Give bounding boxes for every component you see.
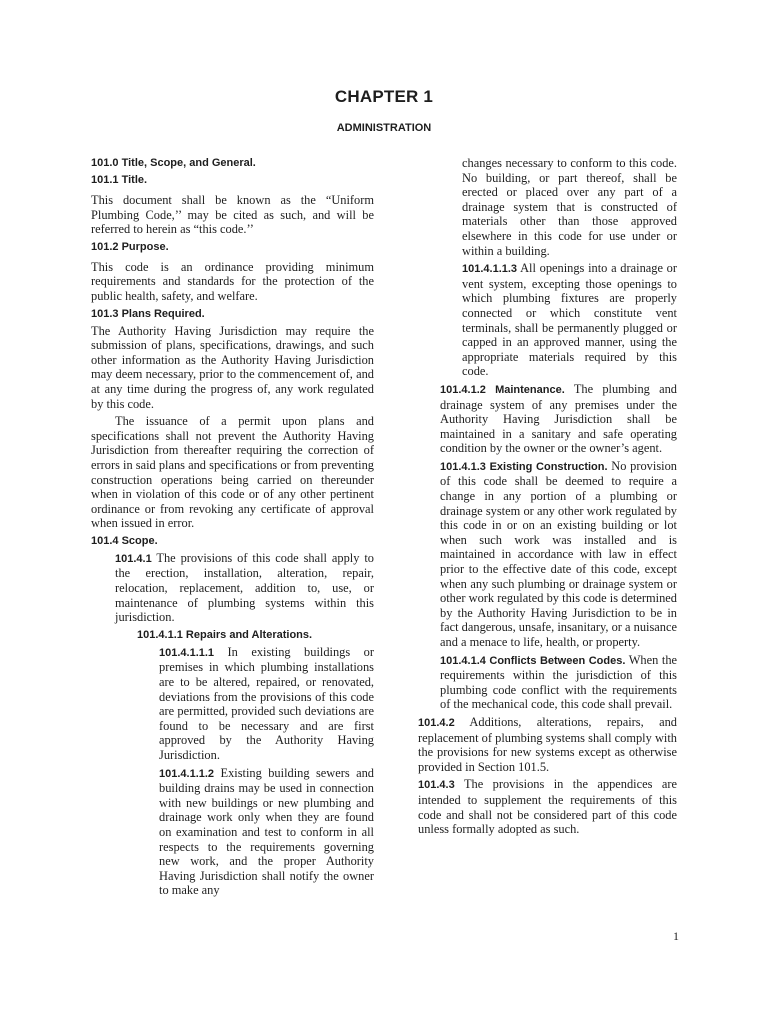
text-101-4-1-1-2: Existing building sewers and building drains may be used in connection with new buildings or new plumbing and drainage work only when they are found on examination and test to conform in all respects to the requirements governing new work, and the proper Authority Having Jurisdiction shall notify the owner to make any [159, 765, 374, 898]
right-column [418, 156, 677, 840]
page-number: 1 [673, 929, 679, 943]
label-101-4-1-1-3: 101.4.1.1.3 [462, 263, 518, 276]
chapter-title: CHAPTER 1 [334, 87, 434, 106]
paragraph-continued: changes necessary to conform to this code. No building, or part thereof, shall be erected or placed over any part of a drainage system that is constructed of materials other than those approved elsewhere in this code for use under or within a building. [462, 156, 677, 258]
chapter-subtitle: ADMINISTRATION [336, 122, 432, 134]
label-101-4-1-1-1: 101.4.1.1.1 [159, 646, 215, 659]
section-heading-101-3: 101.3 Plans Required. [91, 307, 205, 320]
paragraph-101-4-2 [418, 715, 677, 774]
text-101-4-1-2: The plumbing and drainage system of any premises under the Authority Having Jurisdiction shall be maintained in a sanitary and safe operating condition by the owner or the owner’s agent. [440, 381, 677, 456]
label-101-4-1-3: 101.4.1.3 Existing Construction. [440, 460, 608, 473]
paragraph-101-4-1-3 [418, 459, 677, 650]
left-column [91, 156, 374, 901]
label-101-4-3: 101.4.3 [418, 779, 455, 792]
paragraph-101-1: This document shall be known as the “Uniform Plumbing Code,’’ may be cited as such, and will be referred to herein as “this code.’’ [91, 193, 374, 237]
paragraph-101-2: This code is an ordinance providing minimum requirements and standards for the protection of the public health, safety, and welfare. [91, 259, 374, 303]
text-101-4-3: The provisions in the appendices are intended to supplement the requirements of this code and shall not be considered part of this code unless formally adopted as such. [418, 777, 678, 837]
paragraph-101-4-3 [418, 777, 677, 836]
paragraph-101-4-1-1-3 [418, 261, 677, 379]
paragraph-101-3b: The issuance of a permit upon plans and specifications shall not prevent the Authority Having Jurisdiction from thereafter requiring the correction of errors in said plans and specifications or from preventing construction operations being carried on thereunder when in violation of this code or of any other pertinent ordinance or from revoking any certificate of approval when issued in error. [91, 414, 374, 531]
paragraph-101-4-1-2 [418, 382, 677, 456]
section-heading-101-0: 101.0 Title, Scope, and General. [91, 157, 256, 169]
text-101-4-1: The provisions of this code shall apply to the erection, installation, alteration, repair, relocation, replacement, addition to, use, or maintenance of plumbing systems within this jurisdiction. [115, 550, 375, 625]
paragraph-101-4-1 [91, 551, 374, 625]
text-101-4-1-4: When the requirements within the jurisdiction of this plumbing code conflict with the requirements of the mechanical code, this code shall prevail. [440, 652, 678, 712]
label-101-4-1: 101.4.1 [115, 552, 152, 565]
text-101-4-2: Additions, alterations, repairs, and replacement of plumbing systems shall comply with the provisions for new systems except as otherwise provided in Section 101.5. [418, 714, 677, 774]
section-heading-101-4: 101.4 Scope. [91, 534, 158, 547]
paragraph-101-4-1-1-1 [91, 645, 374, 763]
text-101-4-1-1-3: All openings into a drainage or vent system, excepting those openings to which plumbing fixtures are properly connected or which constitute vent terminals, shall be permanently plugged or capped in an approved manner, using the appropriate materials required by this code. [462, 261, 677, 379]
paragraph-101-3a: The Authority Having Jurisdiction may require the submission of plans, specifications, drawings, and such other information as the Authority Having Jurisdiction may deem necessary, prior to the commencement of, and at any time during the progress of, any work regulated by this code. [91, 323, 374, 411]
text-101-4-1-3: No provision of this code shall be deemed to require a change in any portion of a plumbing or drainage system or any other work regulated by this code in or on an existing building or lot when such work was installed and is maintained in accordance with law in effect prior to the effective date of this code, except when any such plumbing or drainage system or other work regulated by this code is determined by the Authority Having Jurisdiction to be in fact dangerous, unsafe, insanitary, or a nuisance and a menace to life, health, or property. [440, 458, 677, 649]
label-101-4-1-2: 101.4.1.2 Maintenance. [440, 383, 565, 396]
label-101-4-1-4: 101.4.1.4 Conflicts Between Codes. [440, 654, 626, 667]
paragraph-101-4-1-4 [418, 653, 677, 712]
section-heading-101-1: 101.1 Title. [91, 174, 148, 186]
section-heading-101-4-1-1: 101.4.1.1 Repairs and Alterations. [137, 628, 313, 641]
section-heading-101-2: 101.2 Purpose. [91, 240, 169, 253]
paragraph-101-4-1-1-2 [91, 766, 374, 898]
label-101-4-2: 101.4.2 [418, 716, 455, 729]
label-101-4-1-1-2: 101.4.1.1.2 [159, 767, 215, 780]
text-101-4-1-1-1: In existing buildings or premises in which plumbing installations are to be altered, repaired, or renovated, deviations from the provisions of this code are permitted, provided such deviations are found to be necessary and are first approved by the Authority Having Jurisdiction. [159, 644, 374, 762]
